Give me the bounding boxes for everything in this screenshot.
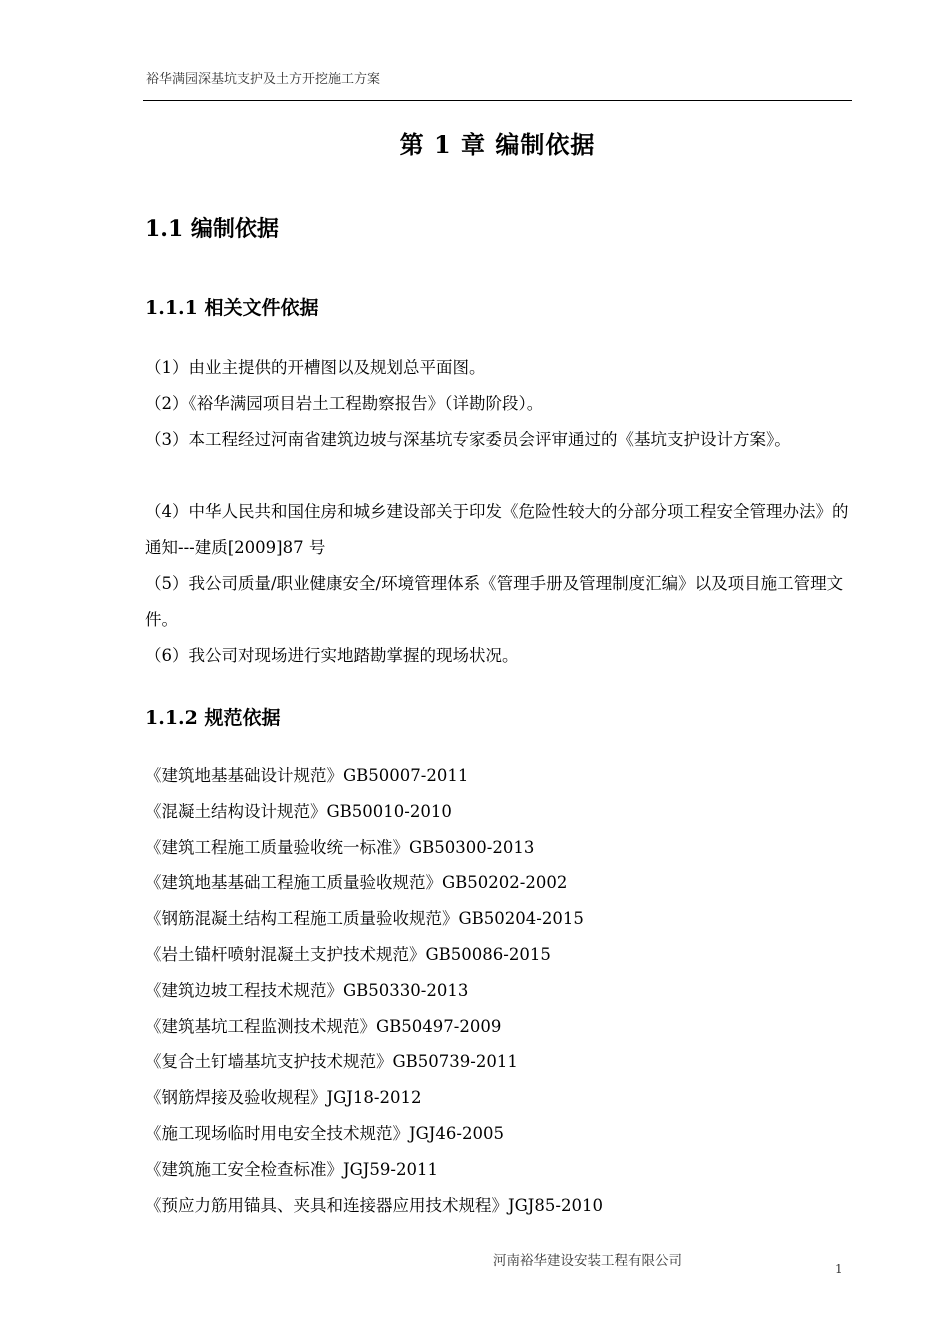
header-rule [143,100,852,101]
chapter-title: 第 1 章 编制依据 [399,130,596,159]
standard-item: 《建筑地基基础设计规范》GB50007-2011 [145,766,469,785]
standards-list [145,758,603,1223]
standard-item: 《钢筋焊接及验收规程》JGJ18-2012 [145,1088,422,1108]
standard-item: 《钢筋混凝土结构工程施工质量验收规范》GB50204-2015 [145,909,584,929]
running-header: 裕华满园深基坑支护及土方开挖施工方案 [146,72,381,87]
standard-item: 《建筑基坑工程监测技术规范》GB50497-2009 [145,1016,502,1036]
standard-item: 《建筑施工安全检查标准》JGJ59-2011 [145,1159,438,1179]
standard-item: 《建筑工程施工质量验收统一标准》GB50300-2013 [145,837,535,857]
related-document-item-2: （2）《裕华满园项目岩土工程勘察报告》（详勘阶段）。 [145,394,544,413]
related-document-item-1: （1）由业主提供的开槽图以及规划总平面图。 [145,358,486,377]
standard-item: 《建筑边坡工程技术规范》GB50330-2013 [145,980,469,1000]
subsection-title-standards: 1.1.2 规范依据 [145,707,281,729]
standard-item: 《建筑地基基础工程施工质量验收规范》GB50202-2002 [145,873,568,893]
standard-item: 《复合土钉墙基坑支护技术规范》GB50739-2011 [145,1052,518,1072]
page-number: 1 [835,1262,843,1276]
standard-item: 《施工现场临时用电安全技术规范》JGJ46-2005 [145,1123,504,1143]
related-document-item-6: （6）我公司对现场进行实地踏勘掌握的现场状况。 [145,646,519,665]
footer-company: 河南裕华建设安装工程有限公司 [493,1253,682,1269]
related-document-item-5: （5）我公司质量/职业健康安全/环境管理体系《管理手册及管理制度汇编》以及项目施工管理文件。 [145,574,844,629]
standard-item: 《岩土锚杆喷射混凝土支护技术规范》GB50086-2015 [145,944,551,964]
related-document-item-4: （4）中华人民共和国住房和城乡建设部关于印发《危险性较大的分部分项工程安全管理办法》的通知---建质[2009]87 号 [145,502,849,557]
standard-item: 《预应力筋用锚具、夹具和连接器应用技术规程》JGJ85-2010 [145,1195,603,1215]
subsection-title-related-documents: 1.1.1 相关文件依据 [145,297,319,319]
standard-item: 《混凝土结构设计规范》GB50010-2010 [145,801,452,821]
related-document-item-3: （3）本工程经过河南省建筑边坡与深基坑专家委员会评审通过的《基坑支护设计方案》。 [145,430,791,449]
section-title: 1.1 编制依据 [145,216,279,242]
